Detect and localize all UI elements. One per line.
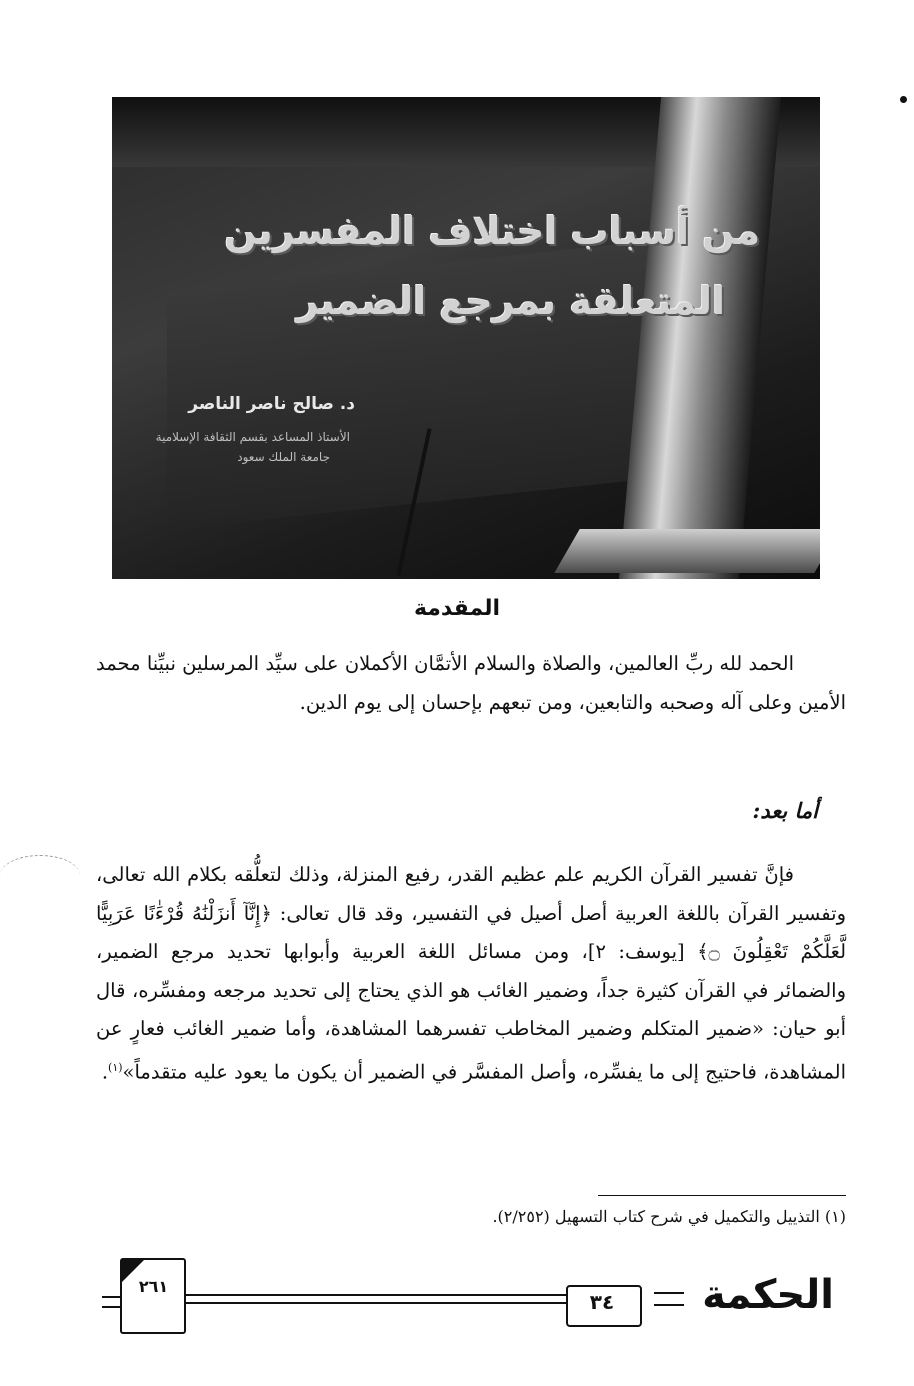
intro-text: الحمد لله ربِّ العالمين، والصلاة والسلام الأتمَّان الأكملان على سيِّد المرسلين نبيِّنا محمد الأمين وعلى آله وصحبه والتابعين، ومن تبعهم بإحسان إلى يوم الدين. (96, 652, 846, 714)
footer-rule-top (182, 1294, 566, 1296)
banner-ledge (554, 529, 820, 573)
issue-number: ٣٤ (589, 1290, 615, 1314)
footer-left-bars (102, 1296, 122, 1308)
footer-short-bars (654, 1292, 684, 1306)
main-text-end: . (101, 1060, 109, 1083)
intro-paragraph (96, 645, 846, 722)
footnote-rule (598, 1195, 846, 1196)
main-text: فإنَّ تفسير القرآن الكريم علم عظيم القدر، رفيع المنزلة، وذلك لتعلُّقه بكلام الله تعالى، وتفسير القرآن باللغة العربية أصل أصيل في التفسير، وقد قال تعالى: ﴿إِنَّآ أَنزَلْنَٰهُ قُرْءَٰنًا عَرَبِيًّا لَّعَلَّكُمْ تَعْقِلُونَ ۝﴾ [يوسف: ٢]، ومن مسائل اللغة العربية وأبوابها تحديد مرجع الضمير، والضمائر في القرآن كثيرة جداً، وضمير الغائب هو الذي يحتاج إلى تحديد مرجعه ومفسِّره، قال أبو حيان: «ضمير المتكلم وضمير المخاطب تفسرهما المشاهدة، وأما ضمير الغائب فعارٍ عن المشاهدة، فاحتيج إلى ما يفسِّره، وأصل المفسَّر في الضمير أن يكون ما يعود عليه متقدماً» (96, 863, 847, 1083)
author-affiliation-line1: الأستاذ المساعد بقسم الثقافة الإسلامية (155, 430, 350, 444)
footnote-text: (١) التذييل والتكميل في شرح كتاب التسهيل (٢/٢٥٢). (492, 1207, 846, 1226)
ama-baad-heading: أما بعد: (752, 798, 818, 823)
article-title-line1: من أسباب اختلاف المفسرين (224, 209, 760, 253)
article-title-line2: المتعلقة بمرجع الضمير (296, 279, 725, 323)
footnote-marker[interactable]: (١) (108, 1060, 123, 1074)
journal-brand: الحكمة (702, 1272, 834, 1318)
main-paragraph (96, 856, 846, 1092)
article-banner-image (112, 97, 820, 579)
page-number-box (120, 1258, 186, 1334)
page-number: ٢٦١ (138, 1277, 169, 1296)
margin-dot (900, 96, 907, 103)
footer-rule-bottom (182, 1302, 566, 1304)
banner-frame (619, 97, 781, 579)
author-affiliation-line2: جامعة الملك سعود (237, 450, 330, 464)
author-name: د. صالح ناصر الناصر (188, 394, 355, 414)
section-heading: المقدمة (413, 596, 501, 621)
scan-artifact (0, 855, 80, 896)
